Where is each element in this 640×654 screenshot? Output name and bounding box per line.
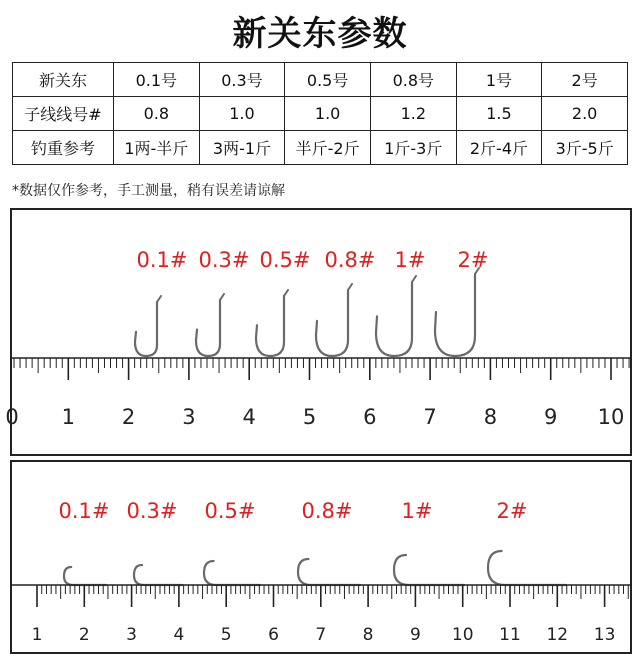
- hook-eye: [284, 290, 288, 296]
- table-cell: 3两-1斤: [199, 131, 285, 165]
- table-cell: 1.0: [285, 97, 371, 131]
- hook-eye: [220, 294, 224, 300]
- ruler-number: 0: [5, 405, 19, 429]
- table-row-weight: [13, 131, 628, 165]
- table-cell: 0.3号: [199, 63, 285, 97]
- table-cell: 1两-半斤: [114, 131, 200, 165]
- side-view-panel: [5, 208, 632, 456]
- hook-size-label: 2#: [457, 248, 489, 272]
- ruler-number: 3: [182, 405, 196, 429]
- hook-top-view: [204, 561, 260, 585]
- ruler-number: 13: [593, 625, 616, 645]
- hook-top-view: [394, 555, 464, 585]
- table-row-line: [13, 97, 628, 131]
- hook-size-label: 0.1#: [136, 248, 188, 272]
- hook-side-view: [316, 290, 348, 356]
- table-row-header: 新关东: [13, 63, 114, 97]
- hook-top-view: [488, 551, 566, 585]
- table-cell: 2.0: [542, 97, 628, 131]
- hook-top-view: [64, 567, 106, 585]
- table-cell: 0.5号: [285, 63, 371, 97]
- ruler-number: 2: [78, 625, 90, 645]
- hook-eye: [412, 276, 416, 282]
- table-cell: 0.8号: [370, 63, 456, 97]
- hook-eye: [157, 296, 161, 302]
- ruler-number: 5: [302, 405, 317, 429]
- page-title: 新关东参数: [232, 14, 408, 54]
- hook-size-label: 1#: [401, 499, 433, 523]
- table-cell: 半斤-2斤: [285, 131, 371, 165]
- hook-side-view: [256, 296, 284, 356]
- hook-side-view: [135, 302, 157, 356]
- table-cell: 1号: [456, 63, 542, 97]
- ruler-number: 7: [315, 625, 327, 645]
- table-cell: 2斤-4斤: [456, 131, 542, 165]
- top-view-hooks: [12, 462, 630, 652]
- hook-size-label: 0.5#: [259, 248, 311, 272]
- ruler-number: 5: [220, 625, 232, 645]
- ruler-number: 9: [544, 405, 558, 429]
- table-cell: 2号: [542, 63, 628, 97]
- hook-side-view: [196, 300, 220, 356]
- ruler-number: 10: [597, 405, 625, 429]
- ruler-number: 4: [173, 625, 185, 645]
- table-cell: 1.2: [370, 97, 456, 131]
- ruler-number: 8: [483, 405, 498, 429]
- ruler-number: 6: [268, 625, 279, 645]
- hook-side-view: [376, 282, 412, 356]
- hook-size-label: 0.1#: [58, 499, 110, 523]
- hook-size-label: 0.5#: [204, 499, 256, 523]
- top-view-panel: [10, 460, 632, 654]
- ruler-number: 12: [546, 625, 569, 645]
- hook-side-view: [435, 274, 475, 356]
- hook-size-label: 0.3#: [198, 248, 250, 272]
- side-view-hooks: [5, 210, 630, 454]
- table-row-header: 子线线号#: [13, 97, 114, 131]
- spec-table: [12, 62, 628, 165]
- ruler-number: 1: [61, 405, 75, 429]
- hook-size-label: 0.8#: [324, 248, 376, 272]
- hook-size-label: 2#: [496, 499, 528, 523]
- ruler-number: 11: [499, 625, 521, 645]
- table-cell: 1斤-3斤: [370, 131, 456, 165]
- ruler-number: 4: [242, 405, 256, 429]
- table-cell: 3斤-5斤: [542, 131, 628, 165]
- ruler-number: 8: [362, 625, 374, 645]
- hook-size-label: 1#: [394, 248, 426, 272]
- ruler-number: 9: [409, 625, 421, 645]
- table-cell: 1.0: [199, 97, 285, 131]
- table-cell: 0.1号: [114, 63, 200, 97]
- ruler-number: 6: [363, 405, 377, 429]
- hook-eye: [348, 284, 352, 290]
- ruler-number: 10: [451, 625, 474, 645]
- hook-size-label: 0.8#: [301, 499, 353, 523]
- table-cell: 0.8: [114, 97, 200, 131]
- measurement-note: *数据仅作参考，手工测量，稍有误差请谅解: [12, 183, 285, 199]
- hook-top-view: [298, 559, 360, 585]
- table-row-header: 钓重参考: [13, 131, 114, 165]
- hook-size-label: 0.3#: [126, 499, 178, 523]
- ruler-number: 2: [121, 405, 136, 429]
- ruler-number: 7: [423, 405, 437, 429]
- table-row-size: [13, 63, 628, 97]
- table-cell: 1.5: [456, 97, 542, 131]
- ruler-number: 1: [31, 625, 43, 645]
- ruler-number: 3: [126, 625, 138, 645]
- hook-top-view: [134, 565, 182, 585]
